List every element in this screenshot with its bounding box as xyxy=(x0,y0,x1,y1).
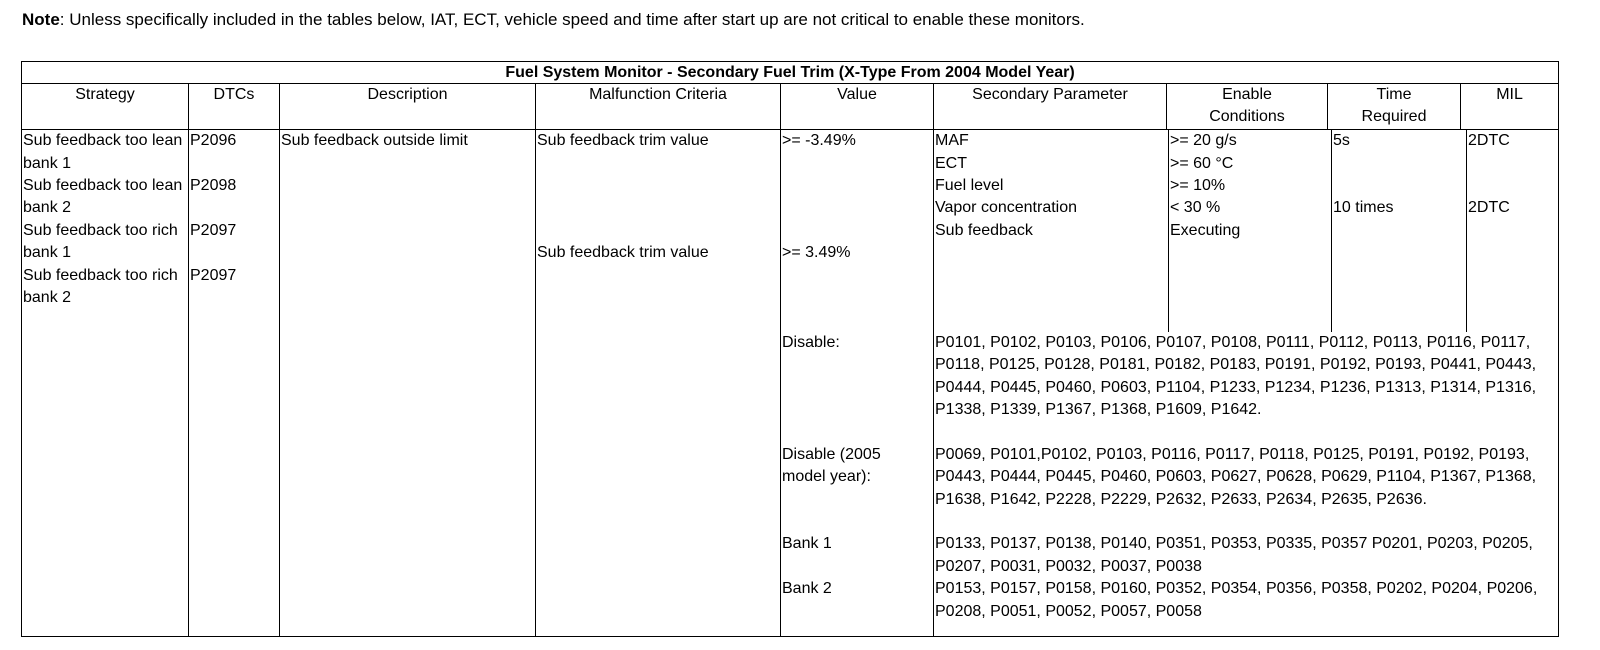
disable-2005-label: Disable (2005 model year): xyxy=(782,445,881,486)
header-enable-line1: Enable xyxy=(1222,86,1272,103)
enable-condition: >= 60 °C xyxy=(1170,154,1234,172)
mil-value: 2DTC xyxy=(1468,199,1510,217)
strategy-item: Sub feedback too rich bank 2 xyxy=(23,266,178,306)
mil-column xyxy=(1467,130,1558,332)
header-enable-conditions xyxy=(1167,84,1328,130)
mil-value: 2DTC xyxy=(1468,132,1510,150)
header-secondary-parameter: Secondary Parameter xyxy=(934,84,1167,130)
header-time-line1: Time xyxy=(1376,86,1412,103)
enable-condition: >= 10% xyxy=(1170,177,1226,194)
value-text: >= -3.49% xyxy=(782,132,856,150)
header-malfunction-criteria: Malfunction Criteria xyxy=(536,84,781,130)
secondary-grid xyxy=(934,130,1558,332)
strategy-item: Sub feedback too lean bank 1 xyxy=(23,132,183,172)
strategy-cell xyxy=(22,130,189,637)
bank1-codes: P0133, P0137, P0138, P0140, P0351, P0353, P0335, P0357 P0201, P0203, P0205, P0207, P0031, P0032, P0037, P0038 xyxy=(935,535,1533,575)
strategy-item: Sub feedback too lean bank 2 xyxy=(23,176,183,217)
secondary-param: ECT xyxy=(935,154,967,172)
table-body-row xyxy=(22,130,1559,637)
note-body: : Unless specifically included in the tables below, IAT, ECT, vehicle speed and time after start up are not critical to enable these monitors. xyxy=(59,10,1085,29)
disable-label: Disable: xyxy=(782,333,840,351)
disable-2005-codes: P0069, P0101,P0102, P0103, P0116, P0117, P0118, P0125, P0191, P0192, P0193, P0443, P0444, P0445, P0460, P0603, P0627, P0628, P0629, P1104, P1367, P1368, P1638, P1642, P2228, P2229, P2632, P2633, P2634, P2635, P2636. xyxy=(935,445,1537,508)
dtcs-cell xyxy=(189,130,280,637)
secondary-param: MAF xyxy=(935,132,969,150)
note-label: Note xyxy=(22,10,60,29)
value-text: >= 3.49% xyxy=(782,244,851,262)
table-title: Fuel System Monitor - Secondary Fuel Trim (X-Type From 2004 Model Year) xyxy=(22,62,1559,84)
secondary-param: Sub feedback xyxy=(935,221,1033,239)
fuel-trim-table xyxy=(21,61,1559,637)
strategy-item: Sub feedback too rich bank 1 xyxy=(23,221,178,262)
bank2-codes: P0153, P0157, P0158, P0160, P0352, P0354, P0356, P0358, P0202, P0204, P0206, P0208, P0051, P0052, P0057, P0058 xyxy=(935,580,1538,620)
description-cell xyxy=(280,130,536,637)
header-dtcs: DTCs xyxy=(189,84,280,130)
criteria-text: Sub feedback trim value xyxy=(537,132,709,150)
note-text xyxy=(22,10,1085,30)
header-time-line2: Required xyxy=(1361,108,1427,125)
header-time-required xyxy=(1328,84,1461,130)
dtc-code: P2098 xyxy=(190,176,237,194)
criteria-text: Sub feedback trim value xyxy=(537,244,709,262)
dtc-code: P2097 xyxy=(190,221,237,239)
disable-codes: P0101, P0102, P0103, P0106, P0107, P0108, P0111, P0112, P0113, P0116, P0117, P0118, P0125, P0128, P0181, P0182, P0183, P0191, P0192, P0193, P0441, P0443, P0444, P0445, P0460, P0603, P1104, P1233, P1234, P1236, P1313, P1314, P1316, P1338, P1339, P1367, P1368, P1609, P1642. xyxy=(935,333,1537,418)
value-cell xyxy=(781,130,934,637)
header-enable-line2: Conditions xyxy=(1209,108,1285,125)
enable-condition: < 30 % xyxy=(1170,199,1221,217)
bank2-label: Bank 2 xyxy=(782,580,832,598)
bank1-label: Bank 1 xyxy=(782,535,832,553)
enable-condition: Executing xyxy=(1170,221,1241,239)
secondary-param: Vapor concentration xyxy=(935,199,1078,217)
time-required: 5s xyxy=(1333,132,1350,150)
description-text: Sub feedback outside limit xyxy=(281,132,468,150)
secondary-param: Fuel level xyxy=(935,177,1004,194)
secondary-merged-cell xyxy=(934,130,1559,637)
dtc-code: P2096 xyxy=(190,132,237,150)
header-mil: MIL xyxy=(1461,84,1559,130)
dtc-code: P2097 xyxy=(190,266,237,284)
header-value: Value xyxy=(781,84,934,130)
header-description: Description xyxy=(280,84,536,130)
criteria-cell xyxy=(536,130,781,637)
time-required: 10 times xyxy=(1333,199,1394,217)
time-required-column xyxy=(1332,130,1467,332)
enable-conditions-column xyxy=(1169,130,1332,332)
header-strategy: Strategy xyxy=(22,84,189,130)
enable-condition: >= 20 g/s xyxy=(1170,132,1237,150)
secondary-parameter-column xyxy=(934,130,1169,332)
